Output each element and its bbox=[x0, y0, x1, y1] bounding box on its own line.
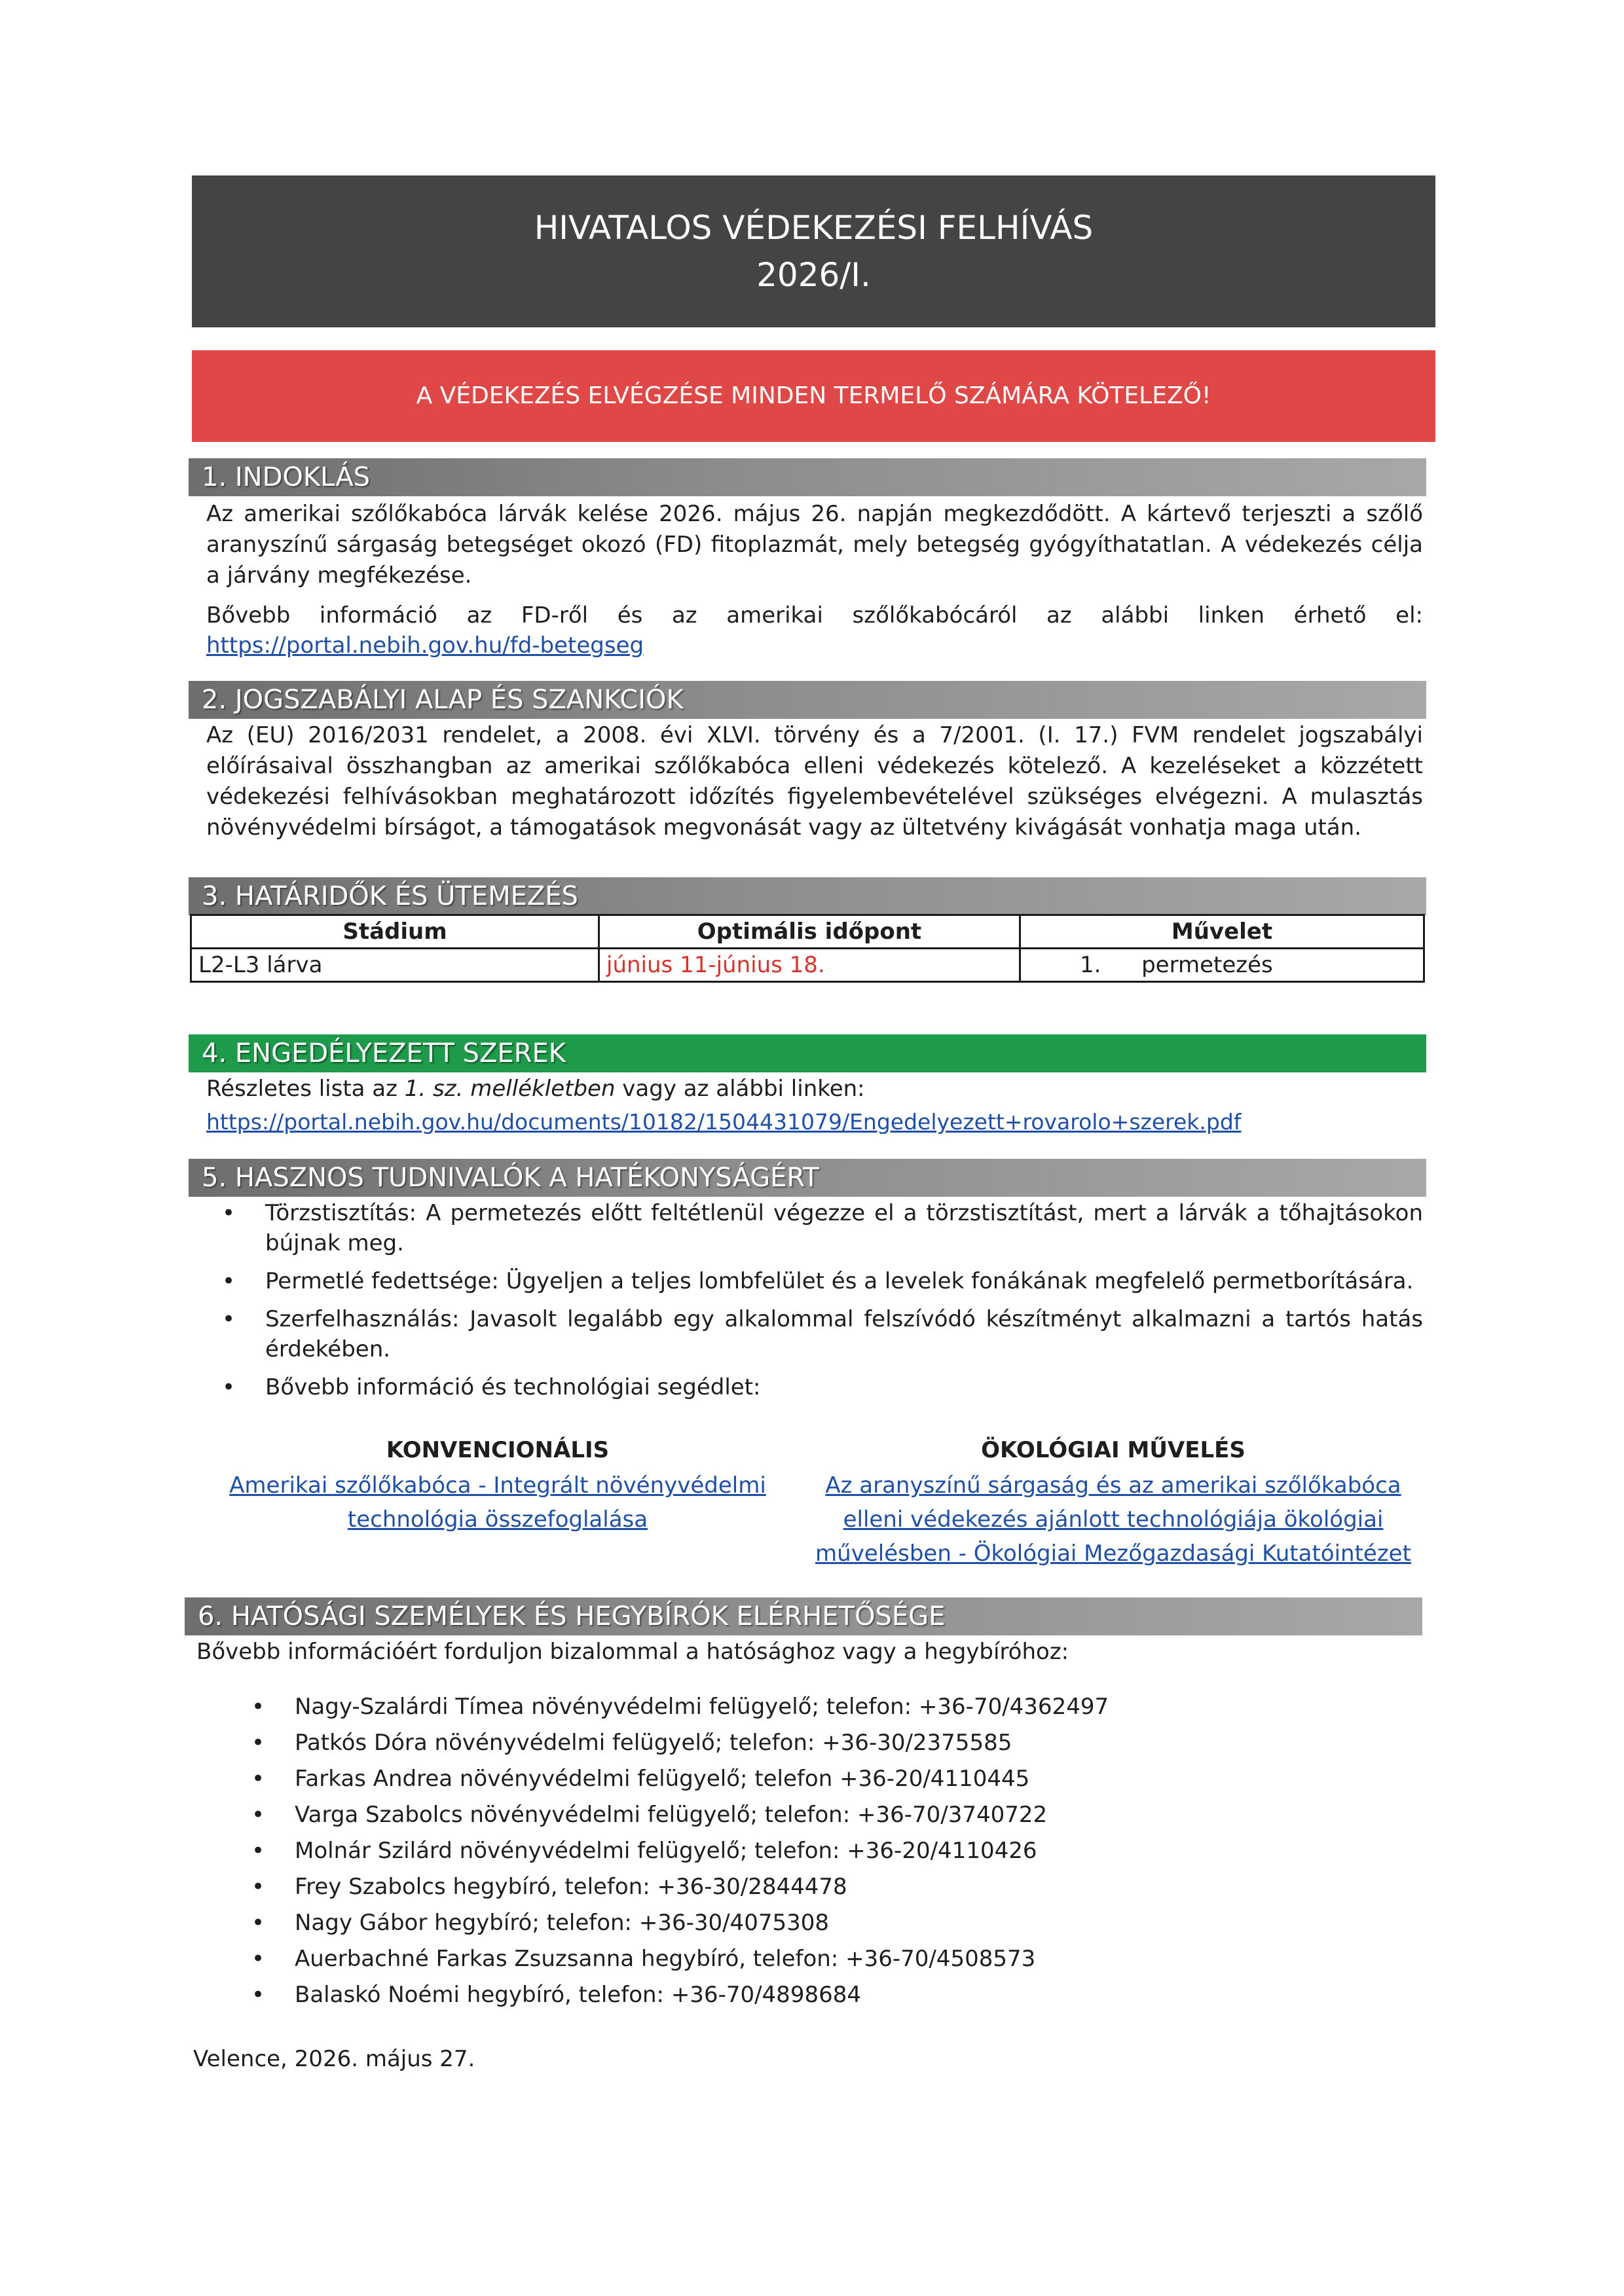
list-item: • Szerfelhasználás: Javasolt legalább egy alkalommal felszívódó készítményt alkalmazni a tartós hatás érdekében. bbox=[265, 1304, 1423, 1364]
contacts-list bbox=[295, 1689, 1408, 2013]
action-number: 1. bbox=[1080, 952, 1101, 978]
contact-item: • Nagy Gábor hegybíró; telefon: +36-30/4075308 bbox=[295, 1905, 1408, 1941]
section-1-heading: 1. INDOKLÁS bbox=[189, 458, 1426, 496]
contact-item: • Frey Szabolcs hegybíró, telefon: +36-30/2844478 bbox=[295, 1869, 1408, 1905]
column-header-date: Optimális időpont bbox=[599, 915, 1020, 949]
contact-item: • Farkas Andrea növényvédelmi felügyelő; telefon +36-20/4110445 bbox=[295, 1761, 1408, 1797]
table-header-row bbox=[191, 915, 1424, 949]
section-6-heading: 6. HATÓSÁGI SZEMÉLYEK ÉS HEGYBÍRÓK ELÉRHETŐSÉGE bbox=[185, 1597, 1422, 1635]
conventional-link-line-1[interactable]: Amerikai szőlőkabóca - Integrált növényvédelmi bbox=[229, 1472, 766, 1499]
cell-action bbox=[1020, 949, 1424, 982]
section-4-heading: 4. ENGEDÉLYEZETT SZEREK bbox=[189, 1034, 1426, 1072]
conventional-title: KONVENCIONÁLIS bbox=[386, 1437, 610, 1463]
title-line-1: HIVATALOS VÉDEKEZÉSI FELHÍVÁS bbox=[534, 209, 1094, 247]
organic-column bbox=[792, 1437, 1434, 1571]
schedule-table bbox=[190, 914, 1425, 983]
section-1-paragraph: Az amerikai szőlőkabóca lárvák kelése 2026. május 26. napján megkezdődött. A kártevő terjeszti a szőlő aranyszínű sárgaság betegséget okozó (FD) fitoplazmát, mely betegség gyógyíthatatlan. A védekezés célja a járvány megfékezése. bbox=[206, 501, 1423, 589]
conventional-column bbox=[216, 1437, 779, 1537]
section-6-intro: Bővebb információért forduljon bizalommal a hatósághoz vagy a hegybíróhoz: bbox=[196, 1639, 1069, 1665]
section-5-heading: 5. HASZNOS TUDNIVALÓK A HATÉKONYSÁGÉRT bbox=[189, 1159, 1426, 1197]
organic-title: ÖKOLÓGIAI MŰVELÉS bbox=[981, 1437, 1246, 1463]
conventional-link-line-2[interactable]: technológia összefoglalása bbox=[347, 1506, 648, 1533]
table-row bbox=[191, 949, 1424, 982]
contact-item: • Auerbachné Farkas Zsuzsanna hegybíró, telefon: +36-70/4508573 bbox=[295, 1941, 1408, 1977]
section-4-text-c: vagy az alábbi linken: bbox=[615, 1076, 865, 1102]
approved-products-link[interactable]: https://portal.nebih.gov.hu/documents/10182/1504431079/Engedelyezett+rovarolo+szerek.pdf bbox=[206, 1109, 1242, 1135]
list-item: • Permetlé fedettsége: Ügyeljen a teljes lombfelület és a levelek fonákának megfelelő permetborítására. bbox=[265, 1266, 1423, 1296]
column-header-action: Művelet bbox=[1020, 915, 1424, 949]
place-and-date: Velence, 2026. május 27. bbox=[193, 2046, 475, 2072]
organic-link-line-3[interactable]: művelésben - Ökológiai Mezőgazdasági Kutatóintézet bbox=[815, 1540, 1411, 1567]
section-2-paragraph: Az (EU) 2016/2031 rendelet, a 2008. évi XLVI. törvény és a 7/2001. (I. 17.) FVM rendelet jogszabályi előírásaival összhangban az amerikai szőlőkabóca elleni védekezés kötelező. A kezeléseket a közzétett védekezési felhívásokban meghatározott időzítés figyelembevételével szükséges elvégezni. A mulasztás növényvédelmi bírságot, a támogatások megvonását vagy az ültetvény kivágását vonhatja maga után. bbox=[206, 722, 1423, 841]
organic-link-line-2[interactable]: elleni védekezés ajánlott technológiája ökológiai bbox=[843, 1506, 1384, 1533]
contact-item: • Patkós Dóra növényvédelmi felügyelő; telefon: +36-30/2375585 bbox=[295, 1725, 1408, 1761]
list-item: • Bővebb információ és technológiai segédlet: bbox=[265, 1372, 1423, 1402]
contact-item: • Nagy-Szalárdi Tímea növényvédelmi felügyelő; telefon: +36-70/4362497 bbox=[295, 1689, 1408, 1725]
mandatory-banner: A VÉDEKEZÉS ELVÉGZÉSE MINDEN TERMELŐ SZÁMÁRA KÖTELEZŐ! bbox=[192, 350, 1435, 442]
fd-info-link[interactable]: https://portal.nebih.gov.hu/fd-betegseg bbox=[206, 632, 644, 659]
title-line-2: 2026/I. bbox=[756, 256, 871, 294]
document-title bbox=[192, 175, 1435, 327]
section-4-text-a: Részletes lista az bbox=[206, 1076, 405, 1102]
annex-reference: 1. sz. mellékletben bbox=[404, 1076, 616, 1102]
section-2-heading: 2. JOGSZABÁLYI ALAP ÉS SZANKCIÓK bbox=[189, 681, 1426, 719]
tips-list bbox=[265, 1198, 1423, 1402]
cell-date: június 11-június 18. bbox=[599, 949, 1020, 982]
section-3-heading: 3. HATÁRIDŐK ÉS ÜTEMEZÉS bbox=[189, 877, 1426, 915]
cell-stage: L2-L3 lárva bbox=[191, 949, 599, 982]
contact-item: • Varga Szabolcs növényvédelmi felügyelő; telefon: +36-70/3740722 bbox=[295, 1797, 1408, 1833]
contact-item: • Molnár Szilárd növényvédelmi felügyelő; telefon: +36-20/4110426 bbox=[295, 1833, 1408, 1869]
organic-link-line-1[interactable]: Az aranyszínű sárgaság és az amerikai szőlőkabóca bbox=[825, 1472, 1401, 1499]
column-header-stage: Stádium bbox=[191, 915, 599, 949]
section-4-text bbox=[206, 1074, 865, 1104]
list-item: • Törzstisztítás: A permetezés előtt feltétlenül végezze el a törzstisztítást, mert a lárvák a tőhajtásokon bújnak meg. bbox=[265, 1198, 1423, 1258]
action-label: permetezés bbox=[1141, 952, 1273, 978]
contact-item: • Balaskó Noémi hegybíró, telefon: +36-70/4898684 bbox=[295, 1977, 1408, 2013]
section-1-more-info: Bővebb információ az FD-ről és az amerikai szőlőkabócáról az alábbi linken érhető el: bbox=[206, 602, 1423, 629]
